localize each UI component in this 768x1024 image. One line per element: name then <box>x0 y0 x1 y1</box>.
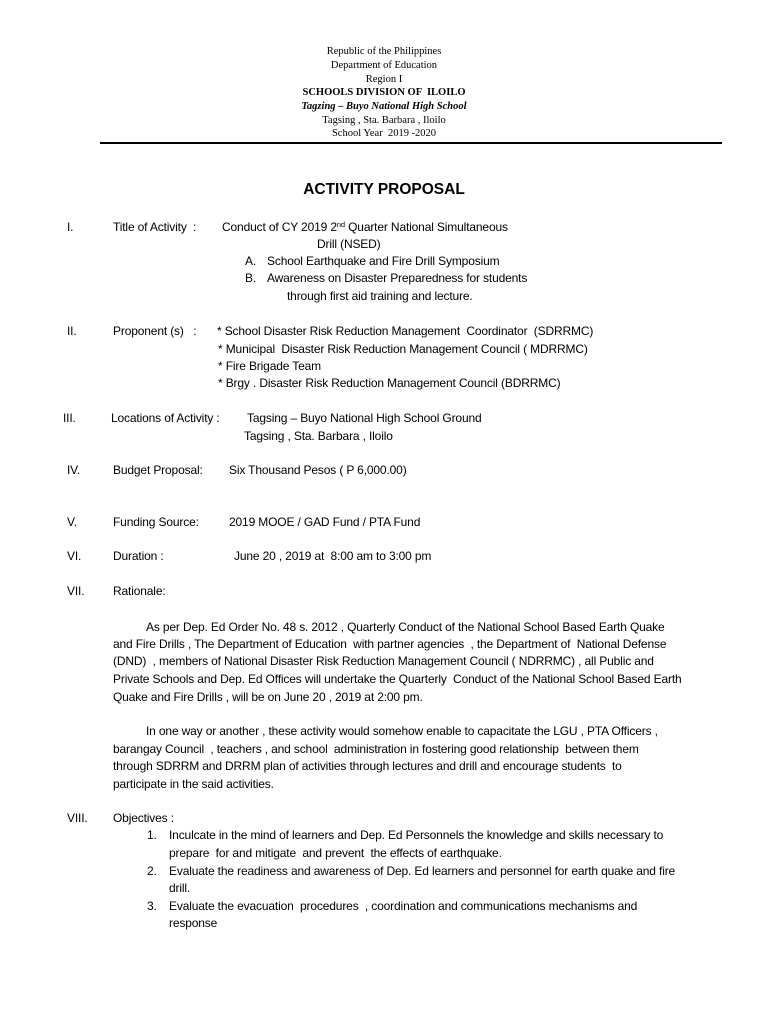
sub-item-text: Awareness on Disaster Preparedness for students <box>267 271 528 285</box>
section-numeral: IV. <box>67 463 81 477</box>
paragraph-line: participate in the said activities. <box>113 777 274 791</box>
paragraph-line: In one way or another , these activity would somehow enable to capacitate the LGU , PTA Officers , <box>146 724 658 738</box>
objective-number: 1. <box>147 828 157 842</box>
activity-title-continuation: Drill (NSED) <box>317 237 381 251</box>
location-line: Tagsing , Sta. Barbara , Iloilo <box>244 429 393 443</box>
funding-value: 2019 MOOE / GAD Fund / PTA Fund <box>229 515 421 529</box>
section-numeral: II. <box>67 324 77 338</box>
sub-item-marker: B. <box>245 271 257 285</box>
paragraph-line: Private Schools and Dep. Ed Offices will undertake the Quarterly Conduct of the National School Based Earth <box>113 672 682 686</box>
activity-title-text-rest: Quarter National Simultaneous <box>344 220 508 234</box>
ordinal-superscript: nd <box>336 220 345 229</box>
proponent-item: * Fire Brigade Team <box>218 359 321 373</box>
sub-item-text: School Earthquake and Fire Drill Symposium <box>267 254 500 268</box>
section-label: Rationale: <box>113 584 166 598</box>
budget-value: Six Thousand Pesos ( P 6,000.00) <box>229 463 407 477</box>
section-numeral: V. <box>67 515 77 529</box>
section-numeral: III. <box>63 411 76 425</box>
objective-line: response <box>169 916 218 930</box>
section-label: Proponent (s) : <box>113 324 197 338</box>
header-department: Department of Education <box>330 60 438 71</box>
header-division: SCHOOLS DIVISION OF ILOILO <box>302 87 466 98</box>
objective-line: prepare for and mitigate and prevent the effects of earthquake. <box>169 846 502 860</box>
activity-title-text: Conduct of CY 2019 2 <box>222 220 337 234</box>
paragraph-line: through SDRRM and DRRM plan of activities through lectures and drill and encourage students to <box>113 759 622 773</box>
document-title: ACTIVITY PROPOSAL <box>303 181 465 198</box>
section-label: Locations of Activity : <box>111 411 220 425</box>
header-region: Region I <box>365 74 403 85</box>
paragraph-line: Quake and Fire Drills , will be on June 20 , 2019 at 2:00 pm. <box>113 690 423 704</box>
objective-line: drill. <box>169 881 191 895</box>
activity-title-value <box>222 220 508 236</box>
header-republic: Republic of the Philippines <box>326 46 442 57</box>
objective-line: Evaluate the evacuation procedures , coordination and communications mechanisms and <box>169 899 638 913</box>
paragraph-line: (DND) , members of National Disaster Risk Reduction Management Council ( NDRRMC) , all Public and <box>113 654 654 668</box>
objective-line: Inculcate in the mind of learners and Dep. Ed Personnels the knowledge and skills necessary to <box>169 828 664 842</box>
paragraph-line: As per Dep. Ed Order No. 48 s. 2012 , Quarterly Conduct of the National School Based Earth Quake <box>146 620 665 634</box>
duration-value: June 20 , 2019 at 8:00 am to 3:00 pm <box>234 549 432 563</box>
paragraph-line: barangay Council , teachers , and school administration in fostering good relationship between them <box>113 742 639 756</box>
section-label: Duration : <box>113 549 164 563</box>
header-address: Tagsing , Sta. Barbara , Iloilo <box>322 115 446 126</box>
section-numeral: VIII. <box>67 811 88 825</box>
section-label: Objectives : <box>113 811 174 825</box>
section-numeral: VI. <box>67 549 82 563</box>
proponent-item: * Brgy . Disaster Risk Reduction Management Council (BDRRMC) <box>218 376 561 390</box>
header-divider <box>100 142 722 144</box>
section-label: Budget Proposal: <box>113 463 203 477</box>
location-line: Tagsing – Buyo National High School Ground <box>247 411 482 425</box>
objective-number: 2. <box>147 864 157 878</box>
section-label: Title of Activity : <box>113 220 197 234</box>
proponent-item: * Municipal Disaster Risk Reduction Management Council ( MDRRMC) <box>218 342 588 356</box>
header-school: Tagzing – Buyo National High School <box>301 101 467 112</box>
section-label: Funding Source: <box>113 515 199 529</box>
section-numeral: I. <box>67 220 74 234</box>
proponent-item: * School Disaster Risk Reduction Management Coordinator (SDRRMC) <box>217 324 594 338</box>
header-school-year: School Year 2019 -2020 <box>331 128 437 139</box>
sub-item-text: through first aid training and lecture. <box>287 289 473 303</box>
sub-item-marker: A. <box>245 254 257 268</box>
paragraph-line: and Fire Drills , The Department of Education with partner agencies , the Department of National Defense <box>113 637 667 651</box>
objective-line: Evaluate the readiness and awareness of Dep. Ed learners and personnel for earth quake and fire <box>169 864 676 878</box>
section-numeral: VII. <box>67 584 85 598</box>
objective-number: 3. <box>147 899 157 913</box>
